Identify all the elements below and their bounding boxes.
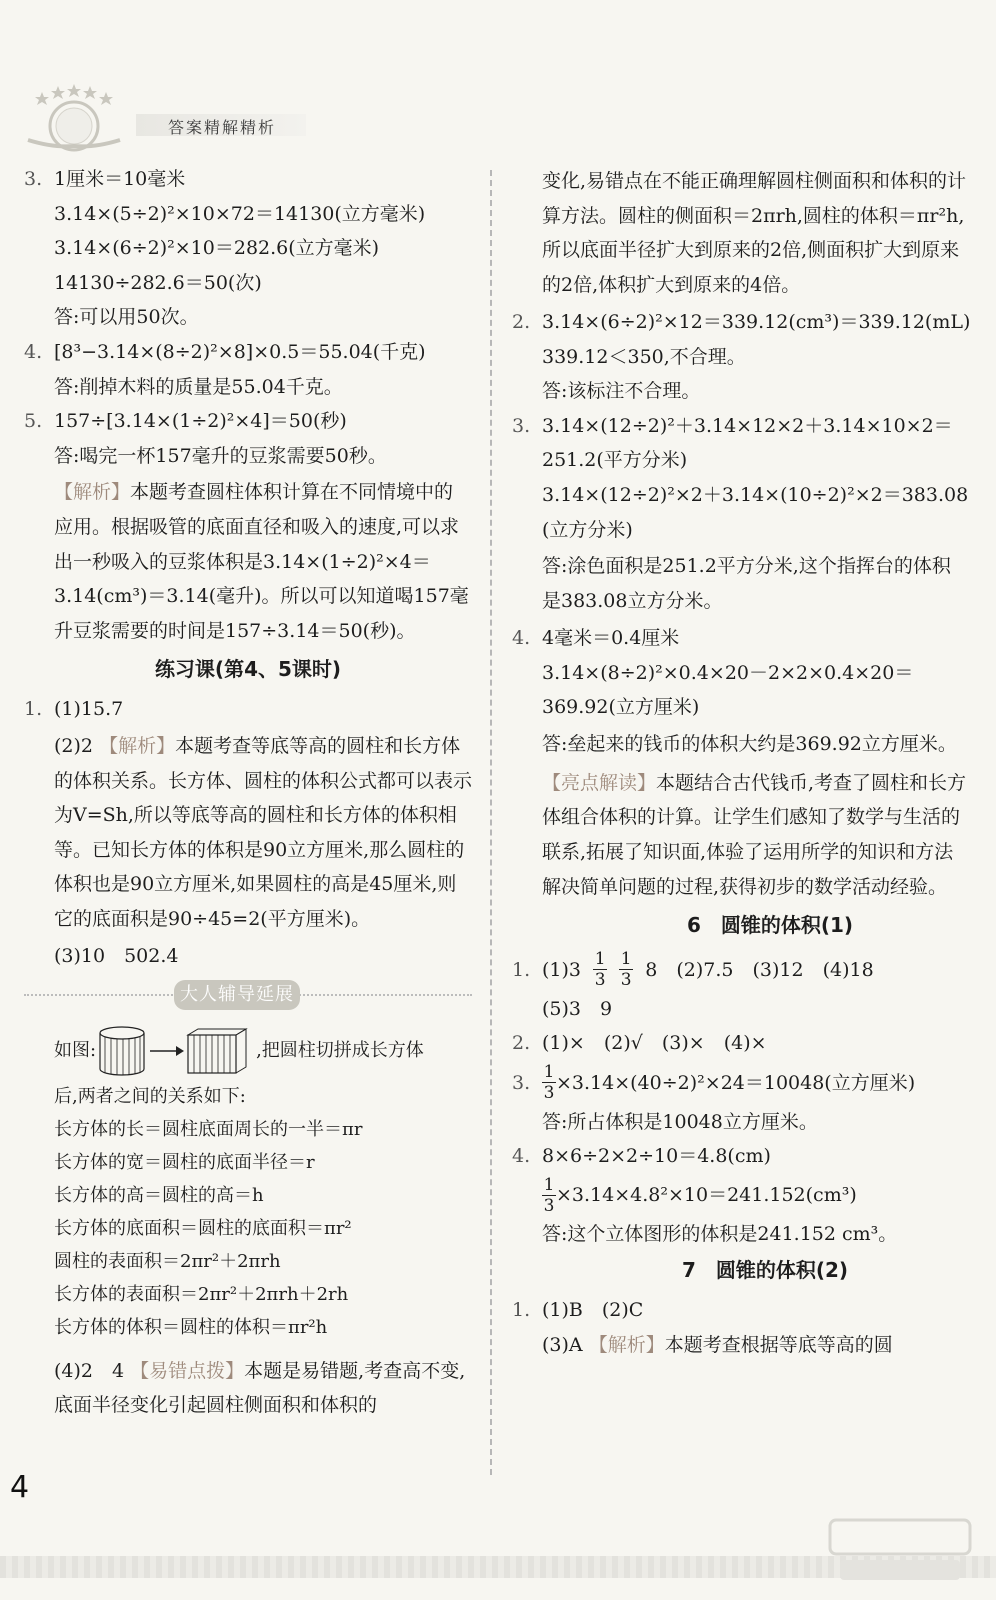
extension-banner	[24, 976, 472, 1016]
answer-line: 3.14×(5÷2)²×10×72＝14130(立方毫米)	[54, 202, 426, 225]
page-header	[18, 70, 308, 160]
cylinder-to-cuboid-diagram-icon	[96, 1023, 256, 1079]
extension-line: 长方体的底面积＝圆柱的底面积＝πr²	[54, 1217, 352, 1239]
answer-line: (3)10 502.4	[54, 945, 179, 968]
section-title: 练习课(第4、5课时)	[154, 657, 342, 682]
answer-line: $\frac{1}{3}$ ×3.14×4.8²×10＝241.152(cm³)	[543, 1174, 857, 1216]
extension-line: 长方体的宽＝圆柱的底面半径＝r	[54, 1151, 315, 1173]
left-column	[24, 164, 472, 1427]
extension-line: 圆柱的表面积＝2πr²＋2πrh	[54, 1250, 281, 1272]
fraction: $\frac{1}{3}$	[543, 1062, 555, 1104]
answer-paragraph: 答:涂色面积是251.2平方分米,这个指挥台的体积是383.08立方分米。	[542, 555, 951, 612]
answer-line: (立方分米)	[542, 518, 633, 541]
answer-line: 3. 3.14×(12÷2)²＋3.14×12×2＋3.14×10×2＝	[512, 414, 953, 437]
publisher-logo-icon	[24, 82, 124, 154]
answer-line: 3.14×(6÷2)²×10＝282.6(立方毫米)	[54, 237, 380, 260]
answer-line: 3.14×(8÷2)²×0.4×20－2×2×0.4×20＝	[542, 661, 914, 684]
answer-line: 14130÷282.6＝50(次)	[54, 271, 262, 294]
header-title: 答案精解精析	[168, 118, 277, 137]
analysis-paragraph: 【解析】本题考查圆柱体积计算在不同情境中的应用。根据吸管的底面直径和吸入的速度,可以求出一秒吸入的豆浆体积是3.14×(1÷2)²×4＝3.14(cm³)＝3.14(毫升)。所以可以知道喝157毫升豆浆需要的时间是157÷3.14＝50(秒)。	[54, 481, 469, 642]
fraction: $\frac{1}{3}$	[543, 1174, 555, 1216]
answer-line: 251.2(平方分米)	[542, 449, 688, 472]
answer-line: 369.92(立方厘米)	[542, 696, 700, 719]
fraction: $\frac{1}{3}$	[620, 949, 632, 991]
section-title: 6 圆锥的体积(1)	[686, 913, 854, 938]
answer-line: 339.12＜350,不合理。	[542, 345, 746, 368]
answer-line: 2. 3.14×(6÷2)²×12＝339.12(cm³)＝339.12(mL)	[512, 310, 971, 333]
answer-line: 答:喝完一杯157毫升的豆浆需要50秒。	[54, 444, 387, 467]
answer-line: 2. (1)× (2)√ (3)× (4)×	[512, 1032, 767, 1055]
extension-lead: 如图: ,把圆柱切拼成长方体	[54, 1022, 472, 1080]
page-number: 4	[10, 1470, 30, 1505]
error-tip-paragraph: (4)2 4 【易错点拨】本题是易错题,考查高不变,底面半径变化引起圆柱侧面积和体积的	[54, 1359, 466, 1417]
corner-watermark-icon	[820, 1510, 980, 1590]
answer-line: 3. $\frac{1}{3}$ ×3.14×(40÷2)²×24＝10048(立方厘米)	[512, 1062, 916, 1104]
highlight-paragraph: 【亮点解读】本题结合古代钱币,考查了圆柱和长方体组合体积的计算。让学生们感知了数学与生活的联系,拓展了知识面,体验了运用所学的知识和方法解决简单问题的过程,获得初步的数学活动经验。	[542, 771, 967, 898]
answer-line: (5)3 9	[542, 997, 613, 1020]
answer-paragraph: 答:垒起来的钱币的体积大约是369.92立方厘米。	[542, 732, 957, 755]
answer-line: 1. (1)B (2)C	[512, 1299, 644, 1322]
analysis-paragraph: (2)2 【解析】本题考查等底等高的圆柱和长方体的体积关系。长方体、圆柱的体积公式都可以表示为V=Sh,所以等底等高的圆柱和长方体的体积相等。已知长方体的体积是90立方厘米,那么圆柱的体积也是90立方厘米,如果圆柱的高是45厘米,则它的底面积是90÷45=2(平方厘米)。	[54, 734, 473, 930]
answer-line: 4. [8³−3.14×(8÷2)²×8]×0.5＝55.04(千克)	[24, 340, 426, 363]
column-divider	[490, 170, 492, 1475]
answer-line: 答:所占体积是10048立方厘米。	[542, 1110, 818, 1133]
extension-line: 长方体的表面积＝2πr²＋2πrh＋2rh	[54, 1283, 349, 1305]
extension-content	[24, 1022, 472, 1344]
answer-line: 5. 157÷[3.14×(1÷2)²×4]＝50(秒)	[24, 410, 347, 433]
answer-line: 答:可以用50次。	[54, 306, 199, 329]
extension-line: 后,两者之间的关系如下:	[54, 1085, 246, 1107]
extension-line: 长方体的高＝圆柱的高＝h	[54, 1184, 264, 1206]
extension-label: 大人辅导延展	[174, 980, 300, 1010]
extension-line: 长方体的长＝圆柱底面周长的一半＝πr	[54, 1118, 363, 1140]
right-column	[512, 164, 971, 1365]
answer-line: 答:该标注不合理。	[542, 380, 701, 403]
answer-line: 1. (1)3 $\frac{1}{3}$ $\frac{1}{3}$ 8 (2)7.5 (3)12 (4)18	[512, 949, 874, 991]
answer-line: 4. 8×6÷2×2÷10＝4.8(cm)	[512, 1145, 771, 1168]
answer-line: 3. 1厘米＝10毫米	[24, 168, 186, 190]
answer-line: 4. 4毫米＝0.4厘米	[512, 626, 680, 649]
fraction: $\frac{1}{3}$	[594, 949, 606, 991]
extension-line: 长方体的体积＝圆柱的体积＝πr²h	[54, 1316, 328, 1338]
section-title: 7 圆锥的体积(2)	[681, 1258, 849, 1283]
answer-line: 3.14×(12÷2)²×2＋3.14×(10÷2)²×2＝383.08	[542, 483, 969, 506]
answer-line: 1. (1)15.7	[24, 698, 124, 721]
answer-line: 答:削掉木料的质量是55.04千克。	[54, 375, 343, 398]
answer-line: (3)A 【解析】本题考查根据等底等高的圆	[542, 1334, 893, 1356]
answer-line: 答:这个立体图形的体积是241.152 cm³。	[542, 1223, 898, 1246]
continued-analysis: 变化,易错点在不能正确理解圆柱侧面积和体积的计算方法。圆柱的侧面积＝2πrh,圆柱的体积＝πr²h,所以底面半径扩大到原来的2倍,侧面积扩大到原来的2倍,体积扩大到原来的4倍。	[542, 170, 967, 296]
